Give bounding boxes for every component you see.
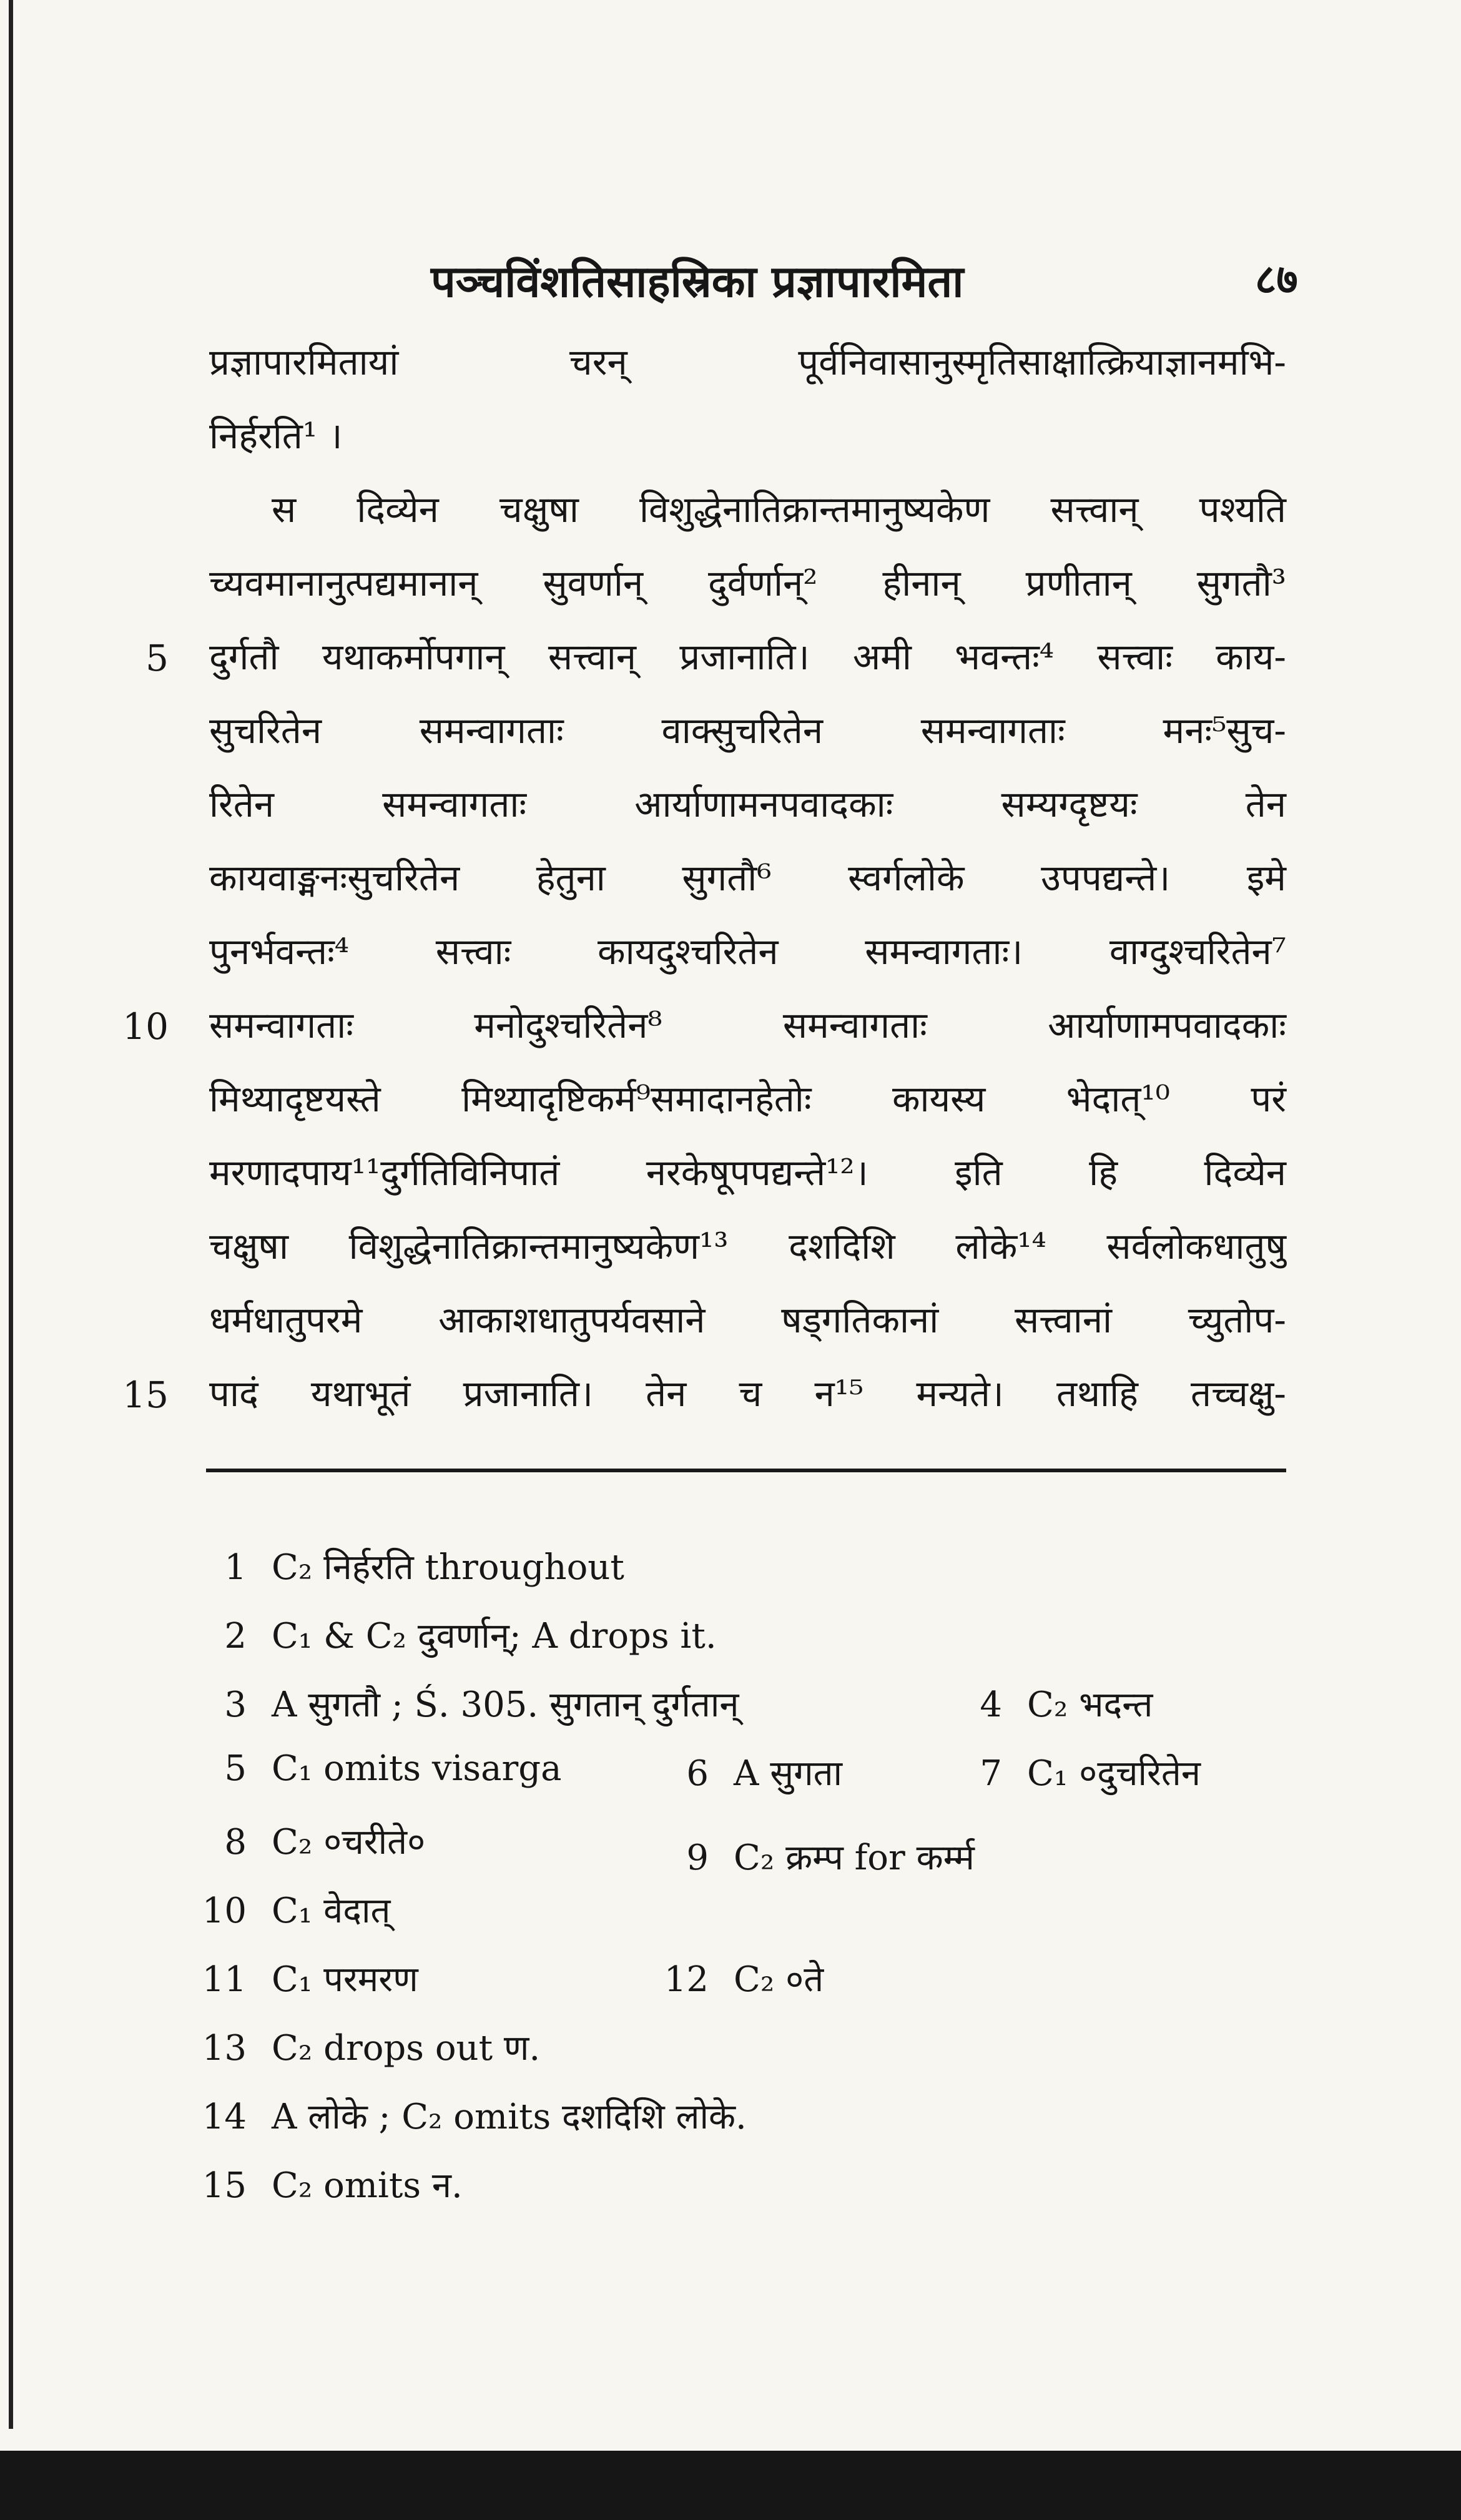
footnote-number: 15 xyxy=(202,2165,247,2206)
text-line xyxy=(0,853,1461,927)
footnote-number: 10 xyxy=(202,1891,247,1931)
text-line xyxy=(0,485,1461,558)
text-line xyxy=(0,1369,1461,1442)
footnote-text: C₂ भदन्त xyxy=(1027,1685,1153,1725)
footnote xyxy=(187,1748,562,1789)
footnote xyxy=(187,1954,418,2002)
text-line xyxy=(0,632,1461,706)
footnote xyxy=(187,2023,540,2070)
text-line xyxy=(0,1295,1461,1369)
footnote-text: C₂ drops out ण. xyxy=(272,2028,541,2069)
footnote xyxy=(187,2160,463,2208)
text-line xyxy=(0,1000,1461,1074)
line-number: 15 xyxy=(122,1374,169,1416)
footnote-number: 5 xyxy=(224,1748,247,1789)
footnote xyxy=(187,1542,624,1590)
footnote-number: 7 xyxy=(980,1753,1002,1794)
text-line xyxy=(0,411,1461,485)
footnote-number: 13 xyxy=(202,2028,247,2069)
footnote xyxy=(649,1833,975,1880)
footnote-text: C₂ ०चरीते० xyxy=(272,1822,426,1863)
footnote-number: 12 xyxy=(664,1959,709,2000)
line-text: चक्षुषा विशुद्धेनातिक्रान्तमानुष्यकेण¹³ दशदिशि लोके¹⁴ सर्वलोकधातुषु xyxy=(209,1225,1286,1267)
footnote xyxy=(943,1748,1201,1796)
footnote-text: A सुगता xyxy=(734,1753,843,1794)
footnote xyxy=(187,1817,425,1864)
line-number: 10 xyxy=(122,1005,169,1048)
line-text: धर्मधातुपरमे आकाशधातुपर्यवसाने षड्गतिकानां सत्त्वानां च्युतोप- xyxy=(209,1299,1286,1341)
footnote-number: 6 xyxy=(686,1753,709,1794)
footnotes xyxy=(0,1542,1461,2229)
footnote-text: C₂ ०ते xyxy=(734,1959,824,2000)
footnote xyxy=(187,1611,717,1658)
running-header xyxy=(0,247,1461,315)
line-text: कायवाङ्मनःसुचरितेन हेतुना सुगतौ⁶ स्वर्गलोके उपपद्यन्ते। इमे xyxy=(209,857,1286,899)
footnote-row xyxy=(0,1680,1461,1748)
footnote-text: C₁ omits visarga xyxy=(272,1748,562,1789)
footnote-number: 9 xyxy=(686,1838,709,1878)
text-line xyxy=(0,779,1461,853)
footnote-number: 1 xyxy=(224,1547,247,1588)
line-text: रितेन समन्वागताः आर्याणामनपवादकाः सम्यग्दृष्टयः तेन xyxy=(209,783,1286,825)
footnote-text: C₂ निर्हरति throughout xyxy=(272,1547,624,1588)
line-text: निर्हरति¹ । xyxy=(209,415,343,457)
footnote-row xyxy=(0,1542,1461,1611)
line-text: स दिव्येन चक्षुषा विशुद्धेनातिक्रान्तमानुष्यकेण सत्त्वान् पश्यति xyxy=(272,488,1286,531)
footnote-row xyxy=(0,2160,1461,2229)
footnote-number: 4 xyxy=(980,1685,1002,1725)
footnote-text: C₁ परमरण xyxy=(272,1959,418,2000)
footnote-text: C₂ omits न. xyxy=(272,2165,463,2206)
footnote-divider xyxy=(206,1469,1286,1472)
line-text: समन्वागताः मनोदुश्चरितेन⁸ समन्वागताः आर्याणामपवादकाः xyxy=(209,1004,1286,1046)
line-text: पुनर्भवन्तः⁴ सत्त्वाः कायदुश्चरितेन समन्वागताः। वाग्दुश्चरितेन⁷ xyxy=(209,930,1286,973)
text-line xyxy=(0,337,1461,411)
footnote-text: C₁ वेदात् xyxy=(272,1891,391,1931)
footnote-number: 3 xyxy=(224,1685,247,1725)
footnote-row xyxy=(0,2092,1461,2160)
footnote-text: A लोके ; C₂ omits दशदिशि लोके. xyxy=(272,2097,747,2137)
footnote-number: 8 xyxy=(224,1822,247,1863)
main-text xyxy=(0,337,1461,1442)
footnote-row xyxy=(0,1954,1461,2023)
footnote-text: C₂ क्रम्प for कर्म्म xyxy=(734,1838,975,1878)
footnote-text: C₁ & C₂ दुवर्णान्; A drops it. xyxy=(272,1616,717,1656)
line-text: मरणादपाय¹¹दुर्गतिविनिपातं नरकेषूपपद्यन्ते¹²। इति हि दिव्येन xyxy=(209,1151,1286,1194)
footnote xyxy=(943,1680,1153,1727)
footnote-row xyxy=(0,1611,1461,1680)
line-text: दुर्गतौ यथाकर्मोपगान् सत्त्वान् प्रजानाति। अमी भवन्तः⁴ सत्त्वाः काय- xyxy=(209,636,1286,678)
footnote-number: 2 xyxy=(224,1616,247,1656)
line-text: च्यवमानानुत्पद्यमानान् सुवर्णान् दुर्वर्णान्² हीनान् प्रणीतान् सुगतौ³ xyxy=(209,562,1286,604)
line-number: 5 xyxy=(145,637,169,679)
line-text: प्रज्ञापारमितायां चरन् पूर्वनिवासानुस्मृतिसाक्षात्क्रियाज्ञानमभि- xyxy=(209,341,1286,383)
footnote xyxy=(649,1954,824,2002)
page-number: ८७ xyxy=(1255,255,1298,303)
scan-bottom-edge xyxy=(0,2451,1461,2520)
footnote xyxy=(649,1748,842,1796)
footnote xyxy=(187,2092,747,2139)
footnote-text: A सुगतौ ; Ś. 305. सुगतान् दुर्गतान् xyxy=(272,1685,739,1725)
footnote xyxy=(187,1886,390,1933)
footnote-row xyxy=(0,1886,1461,1954)
line-text: मिथ्यादृष्टयस्ते मिथ्यादृष्टिकर्म⁹समादानहेतोः कायस्य भेदात्¹⁰ परं xyxy=(209,1078,1286,1120)
text-line xyxy=(0,927,1461,1000)
text-line xyxy=(0,1221,1461,1295)
line-text: पादं यथाभूतं प्रजानाति। तेन च न¹⁵ मन्यते। तथाहि तच्चक्षु- xyxy=(209,1372,1286,1415)
line-text: सुचरितेन समन्वागताः वाक्सुचरितेन समन्वागताः मनः⁵सुच- xyxy=(209,709,1286,752)
page-title: पञ्चविंशतिसाहस्रिका प्रज्ञापारमिता xyxy=(431,255,964,307)
text-line xyxy=(0,706,1461,779)
footnote-row xyxy=(0,2023,1461,2092)
footnote-row xyxy=(0,1748,1461,1817)
footnote-text: C₁ ०दुचरितेन xyxy=(1027,1753,1201,1794)
footnote-number: 11 xyxy=(202,1959,247,2000)
footnote xyxy=(187,1680,739,1727)
text-line xyxy=(0,1074,1461,1148)
footnote-number: 14 xyxy=(202,2097,247,2137)
footnote-row xyxy=(0,1817,1461,1886)
text-line xyxy=(0,558,1461,632)
text-line xyxy=(0,1148,1461,1221)
